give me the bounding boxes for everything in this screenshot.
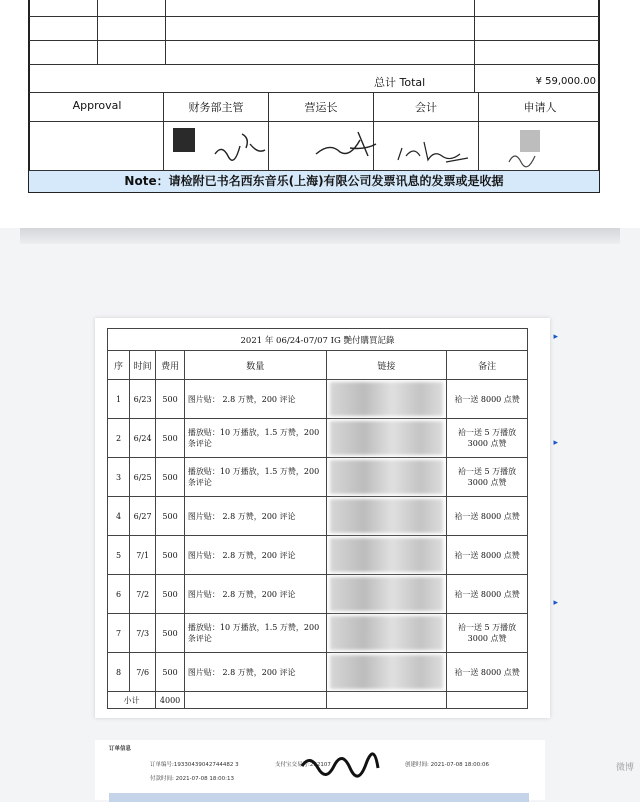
edit-marker: ▸ [553, 438, 558, 448]
row-index: 5 [108, 536, 130, 575]
total-value: ¥ 59,000.00 [535, 76, 596, 87]
col-header-remark: 备注 [447, 351, 528, 380]
row-index: 6 [108, 575, 130, 614]
approval-form-sheet [0, 0, 640, 228]
table-row [108, 497, 528, 536]
row-remark: 袷一送 8000 点赞 [447, 653, 528, 692]
row-link-blurred [326, 575, 447, 614]
row-quantity: 播放贴：10 万播放，1.5 万赞，200 条评论 [184, 419, 326, 458]
row-date: 6/24 [130, 419, 156, 458]
paid-time: 付款时间: 2021-07-08 18:00:13 [150, 776, 235, 782]
row-date: 6/25 [130, 458, 156, 497]
row-date: 6/23 [130, 380, 156, 419]
grid-line [97, 0, 98, 64]
redaction-scribble [300, 752, 380, 782]
accountant-header: 会计 [415, 101, 437, 114]
grid-line [478, 92, 479, 170]
col-header-index: 序 [108, 351, 130, 380]
row-remark: 袷一送 8000 点赞 [447, 497, 528, 536]
row-fee: 500 [156, 458, 185, 497]
col-header-fee: 费用 [156, 351, 185, 380]
row-quantity: 图片贴： 2.8 万赞，200 评论 [184, 536, 326, 575]
table-row [108, 614, 528, 653]
row-fee: 500 [156, 419, 185, 458]
blurred-link [330, 421, 444, 455]
row-date: 7/2 [130, 575, 156, 614]
grid-line [29, 64, 599, 65]
subtotal-empty [184, 692, 326, 709]
row-date: 7/1 [130, 536, 156, 575]
row-link-blurred [326, 653, 447, 692]
row-fee: 500 [156, 575, 185, 614]
row-quantity: 图片贴： 2.8 万赞，200 评论 [184, 380, 326, 419]
row-remark: 袷一送 8000 点赞 [447, 380, 528, 419]
subtotal-value: 4000 [156, 692, 185, 709]
subtotal-empty [447, 692, 528, 709]
grid-line [29, 16, 599, 17]
table-row [108, 575, 528, 614]
row-index: 7 [108, 614, 130, 653]
col-header-time: 时间 [130, 351, 156, 380]
applicant-header: 申请人 [523, 101, 557, 114]
row-fee: 500 [156, 614, 185, 653]
order-number: 订单编号:19330439042744482 3 [150, 762, 239, 768]
row-fee: 500 [156, 497, 185, 536]
row-remark: 袷一送 5 万播放 3000 点赞 [447, 614, 528, 653]
approval-header: Approval [72, 99, 122, 112]
blurred-link [330, 538, 444, 572]
row-quantity: 图片贴： 2.8 万赞，200 评论 [184, 575, 326, 614]
row-remark: 袷一送 5 万播放 3000 点赞 [447, 419, 528, 458]
col-header-link: 链接 [326, 351, 447, 380]
blurred-link [330, 577, 444, 611]
row-link-blurred [326, 458, 447, 497]
grid-line [163, 92, 164, 170]
row-index: 8 [108, 653, 130, 692]
row-index: 1 [108, 380, 130, 419]
grid-line [29, 40, 599, 41]
order-section-title: 订单信息 [109, 746, 132, 752]
table-row [108, 380, 528, 419]
form-note: Note：请检附已书名西东音乐(上海)有限公司发票讯息的发票或是收据 [29, 170, 599, 192]
row-quantity: 播放贴：10 万播放，1.5 万赞，200 条评论 [184, 614, 326, 653]
row-date: 7/6 [130, 653, 156, 692]
row-index: 4 [108, 497, 130, 536]
coo-header: 营运长 [304, 101, 338, 114]
weibo-watermark: 微博 [615, 763, 634, 773]
table-row [108, 419, 528, 458]
redaction-block [173, 128, 195, 152]
row-date: 6/27 [130, 497, 156, 536]
row-fee: 500 [156, 653, 185, 692]
signature-accountant [394, 132, 474, 166]
signature-coo [310, 122, 380, 164]
row-remark: 袷一送 8000 点赞 [447, 575, 528, 614]
row-link-blurred [326, 536, 447, 575]
row-index: 3 [108, 458, 130, 497]
blurred-link [330, 616, 444, 650]
row-remark: 袷一送 8000 点赞 [447, 536, 528, 575]
col-header-quantity: 数量 [184, 351, 326, 380]
subtotal-empty [326, 692, 447, 709]
blurred-link [330, 499, 444, 533]
signature-applicant [505, 142, 545, 168]
blurred-link [330, 655, 444, 689]
blurred-link [330, 382, 444, 416]
row-link-blurred [326, 419, 447, 458]
table-row [108, 653, 528, 692]
blurred-link [330, 460, 444, 494]
signature-finance [210, 124, 270, 164]
grid-line [165, 0, 166, 64]
sheet-shadow [20, 228, 620, 244]
row-quantity: 播放贴：10 万播放，1.5 万赞，200 条评论 [184, 458, 326, 497]
table-row [108, 536, 528, 575]
ig-purchase-record-doc [95, 318, 558, 718]
row-link-blurred [326, 497, 447, 536]
ig-purchase-table [107, 328, 528, 709]
table-row [108, 458, 528, 497]
edit-marker: ▸ [553, 332, 558, 342]
order-table-header [109, 793, 529, 802]
created-time: 创建时间: 2021-07-08 18:00:06 [405, 762, 490, 768]
row-fee: 500 [156, 536, 185, 575]
row-link-blurred [326, 380, 447, 419]
row-quantity: 图片贴： 2.8 万赞，200 评论 [184, 653, 326, 692]
row-link-blurred [326, 614, 447, 653]
grid-line [29, 92, 599, 93]
row-quantity: 图片贴： 2.8 万赞，200 评论 [184, 497, 326, 536]
row-remark: 袷一送 5 万播放 3000 点赞 [447, 458, 528, 497]
subtotal-label: 小计 [108, 692, 156, 709]
row-fee: 500 [156, 380, 185, 419]
finance-head-header: 财务部主管 [188, 101, 244, 114]
row-index: 2 [108, 419, 130, 458]
row-date: 7/3 [130, 614, 156, 653]
alipay-trade-number: 支付宝交易号:202107 [275, 762, 331, 768]
table-title: 2021 年 06/24-07/07 IG 艷付購買記錄 [108, 329, 528, 351]
edit-marker: ▸ [553, 598, 558, 608]
total-label: 总计 Total [374, 76, 426, 89]
